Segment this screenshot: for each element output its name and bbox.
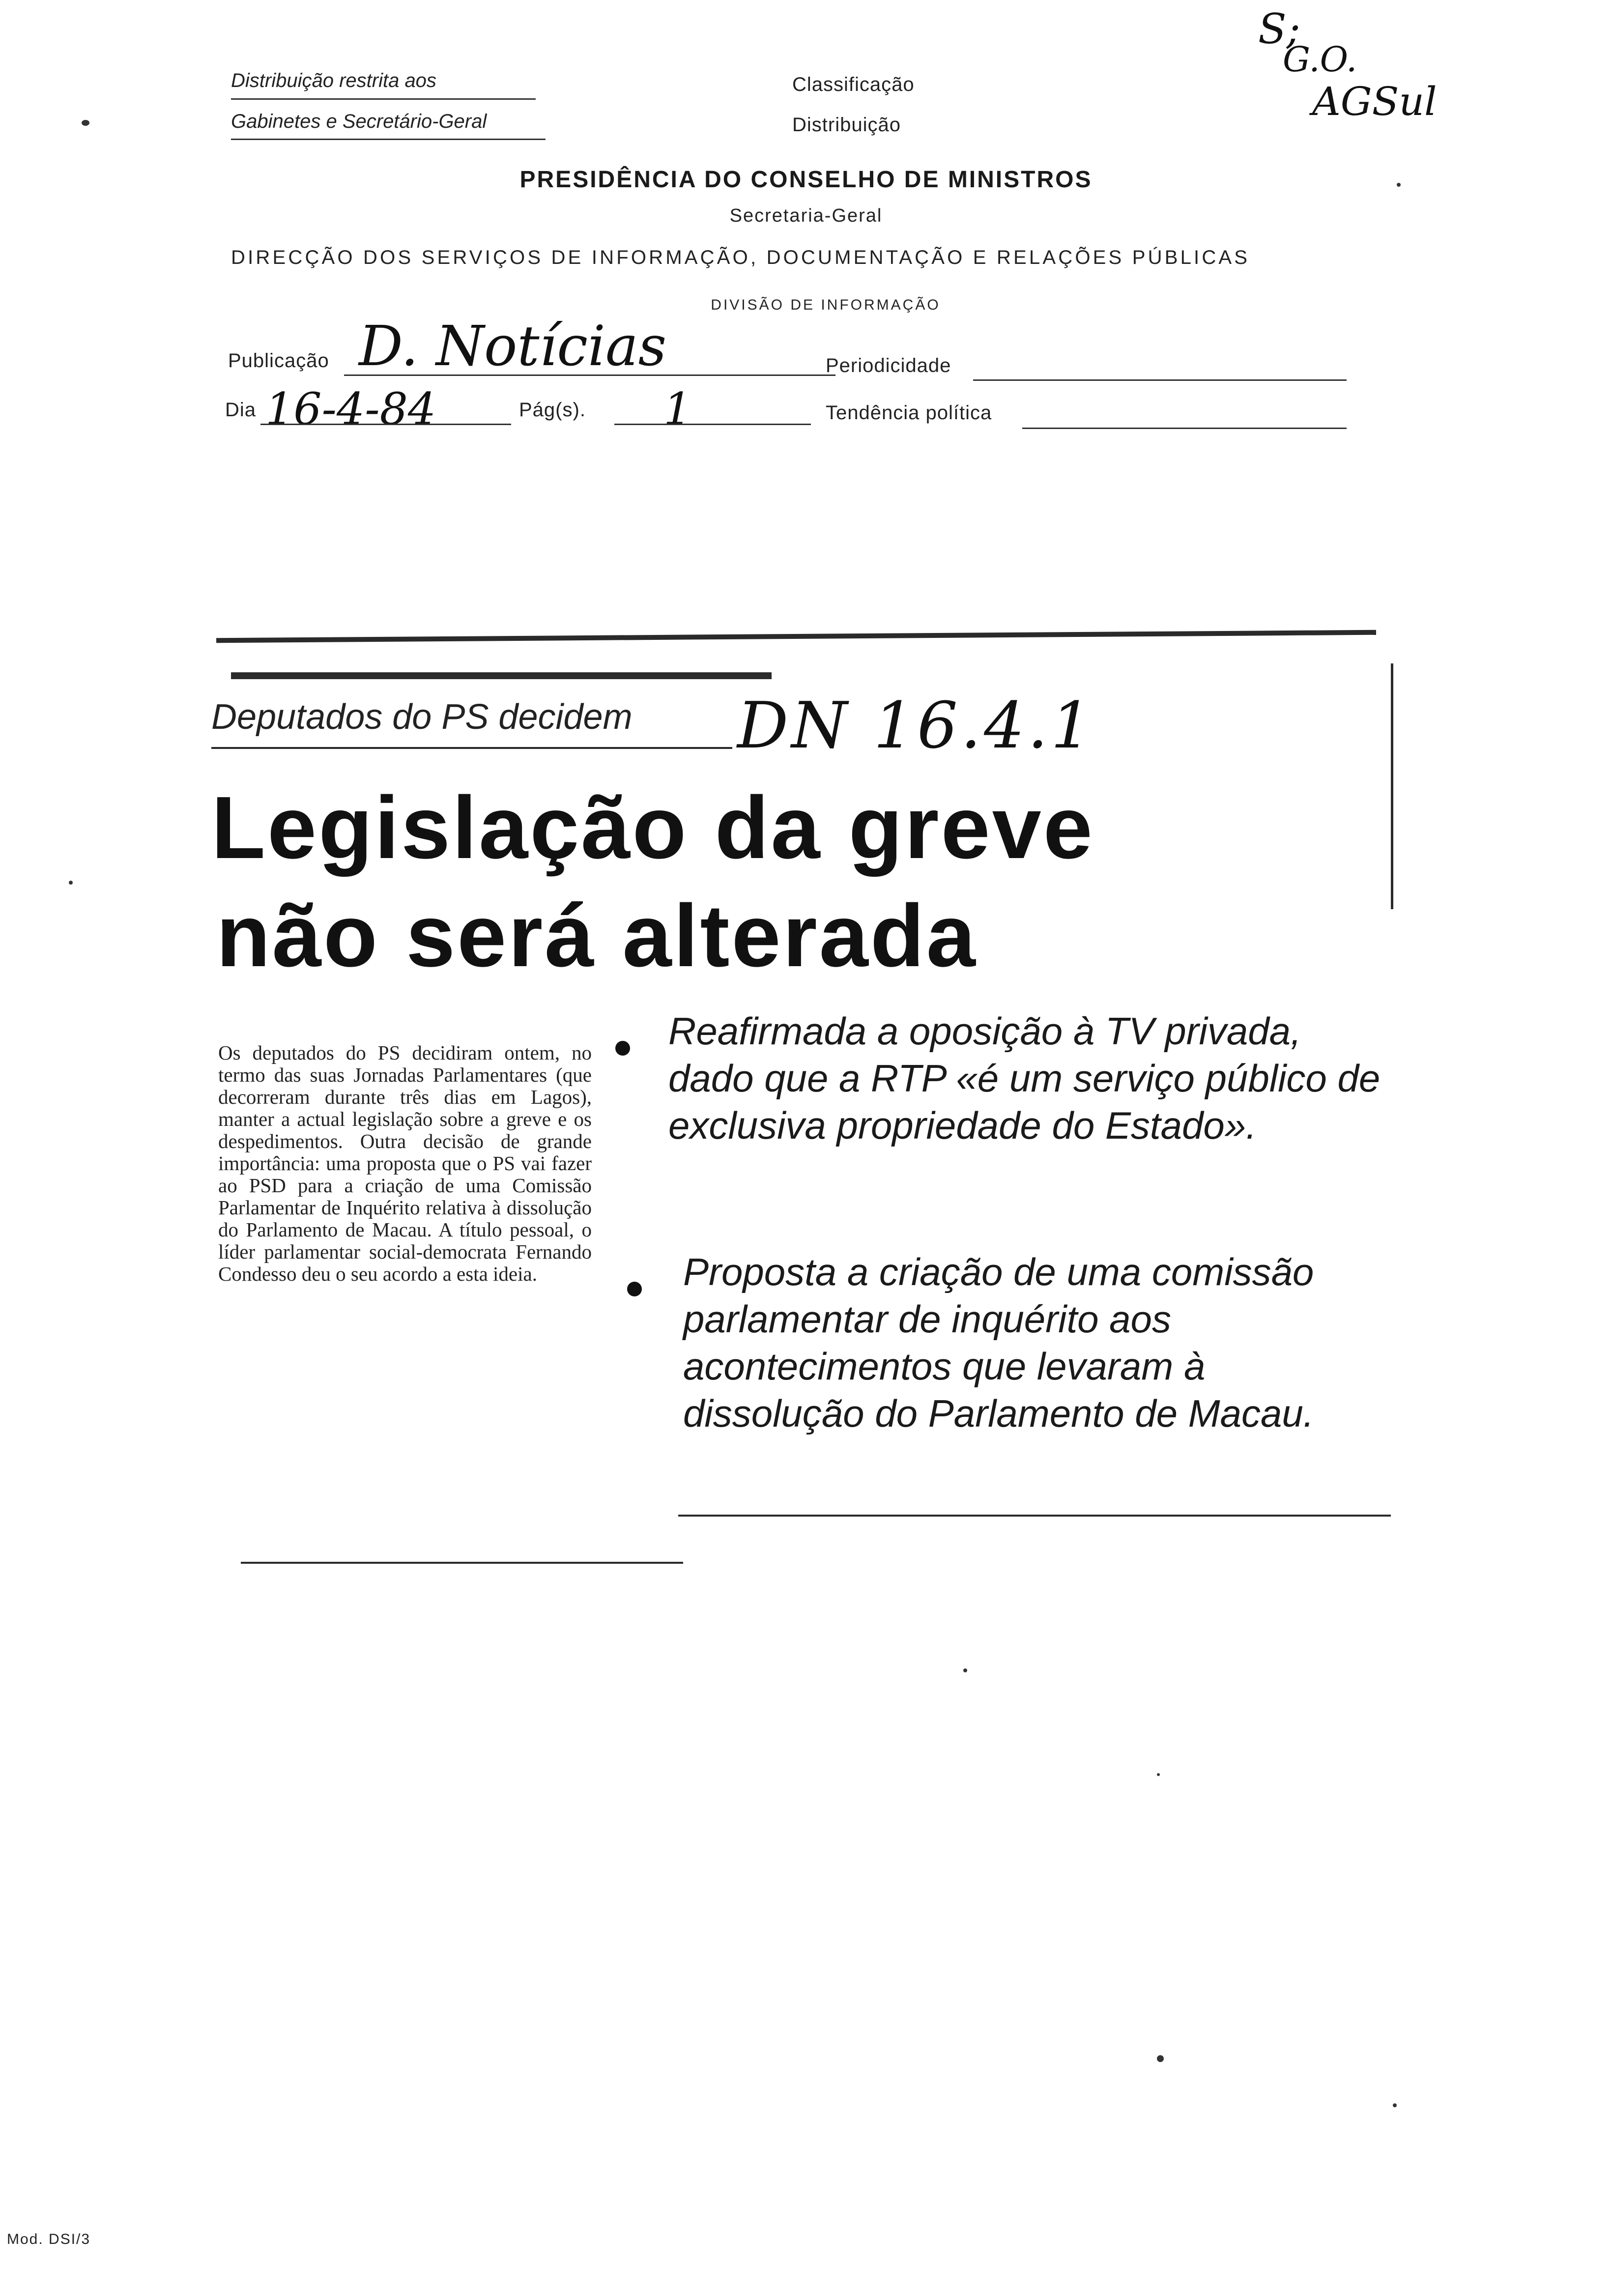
- pages-label: Pág(s).: [519, 399, 586, 421]
- day-line: [260, 424, 511, 425]
- secretariat: Secretaria-Geral: [729, 205, 883, 226]
- scan-speck: [1393, 2103, 1397, 2107]
- scan-speck: [1157, 1773, 1160, 1776]
- clipping-right-edge: [1391, 663, 1393, 909]
- headline-line2: não será alterada: [216, 887, 978, 985]
- scan-speck: [82, 120, 89, 126]
- tendency-label: Tendência política: [826, 402, 992, 424]
- article-kicker: Deputados do PS decidem: [211, 697, 633, 737]
- publication-value: D. Notícias: [359, 315, 667, 378]
- bullet-dot-2: [627, 1282, 642, 1296]
- distribution-restriction-line2: Gabinetes e Secretário-Geral: [231, 111, 487, 132]
- day-value: 16-4-84: [265, 383, 436, 435]
- corner-note-line2: G.O.: [1283, 39, 1357, 80]
- division: DIVISÃO DE INFORMAÇÃO: [711, 297, 941, 313]
- kicker-underline: [211, 747, 732, 749]
- corner-note-line1: S;: [1258, 5, 1300, 53]
- scan-speck: [1157, 2055, 1164, 2062]
- directorate: DIRECÇÃO DOS SERVIÇOS DE INFORMAÇÃO, DOCUMENTAÇÃO E RELAÇÕES PÚBLICAS: [231, 247, 1250, 268]
- bullet-text-2: Proposta a criação de uma comissão parlamentar de inquérito aos acontecimentos que levaram à dissolução do Parlamento de Macau.: [683, 1250, 1314, 1435]
- pages-value: 1: [663, 383, 692, 435]
- bullet-text-1: Reafirmada a oposição à TV privada, dado que a RTP «é um serviço público de exclusiva propriedade do Estado».: [668, 1009, 1381, 1147]
- clipping-kicker-bar: [231, 672, 772, 679]
- clipping-bottom-rule: [241, 1562, 683, 1564]
- distribution-restriction-line1: Distribuição restrita aos: [231, 70, 436, 91]
- clipping-right-bottom-rule: [678, 1515, 1391, 1517]
- classification-label: Classificação: [792, 74, 915, 95]
- publication-line: [344, 374, 835, 376]
- distribution-underline-2: [231, 139, 546, 140]
- periodicity-line: [973, 379, 1347, 381]
- day-label: Dia: [225, 399, 257, 421]
- bullet-dot-1: [615, 1041, 630, 1056]
- corner-note-line3: AGSul: [1312, 79, 1437, 124]
- scan-speck: [963, 1668, 967, 1672]
- scan-speck: [69, 881, 73, 885]
- article-body: Os deputados do PS decidiram ontem, no termo das suas Jornadas Parlamentares (que decorreram durante três dias em Lagos), manter a actual legislação sobre a greve e os despedimentos. Outra decisão de grande importância: uma proposta que o PS vai fazer ao PSD para a criação de uma Comissão Parlamentar de Inquérito relativa à dissolução do Parlamento de Macau. A título pessoal, o líder parlamentar social-democrata Fernando Condesso deu o seu acordo a esta ideia.: [218, 1041, 592, 1285]
- form-code: Mod. DSI/3: [7, 2231, 91, 2247]
- scan-speck: [1397, 183, 1401, 187]
- distribution-label: Distribuição: [792, 114, 901, 136]
- clipping-top-rule: [216, 630, 1376, 643]
- headline-line1: Legislação da greve: [211, 778, 1094, 877]
- org-title: PRESIDÊNCIA DO CONSELHO DE MINISTROS: [519, 167, 1093, 193]
- handwritten-date-stamp: DN 16.4.1: [737, 688, 1094, 763]
- distribution-underline-1: [231, 98, 536, 100]
- periodicity-label: Periodicidade: [826, 355, 951, 376]
- tendency-line: [1022, 428, 1347, 429]
- publication-label: Publicação: [228, 350, 329, 372]
- pages-line: [614, 424, 811, 425]
